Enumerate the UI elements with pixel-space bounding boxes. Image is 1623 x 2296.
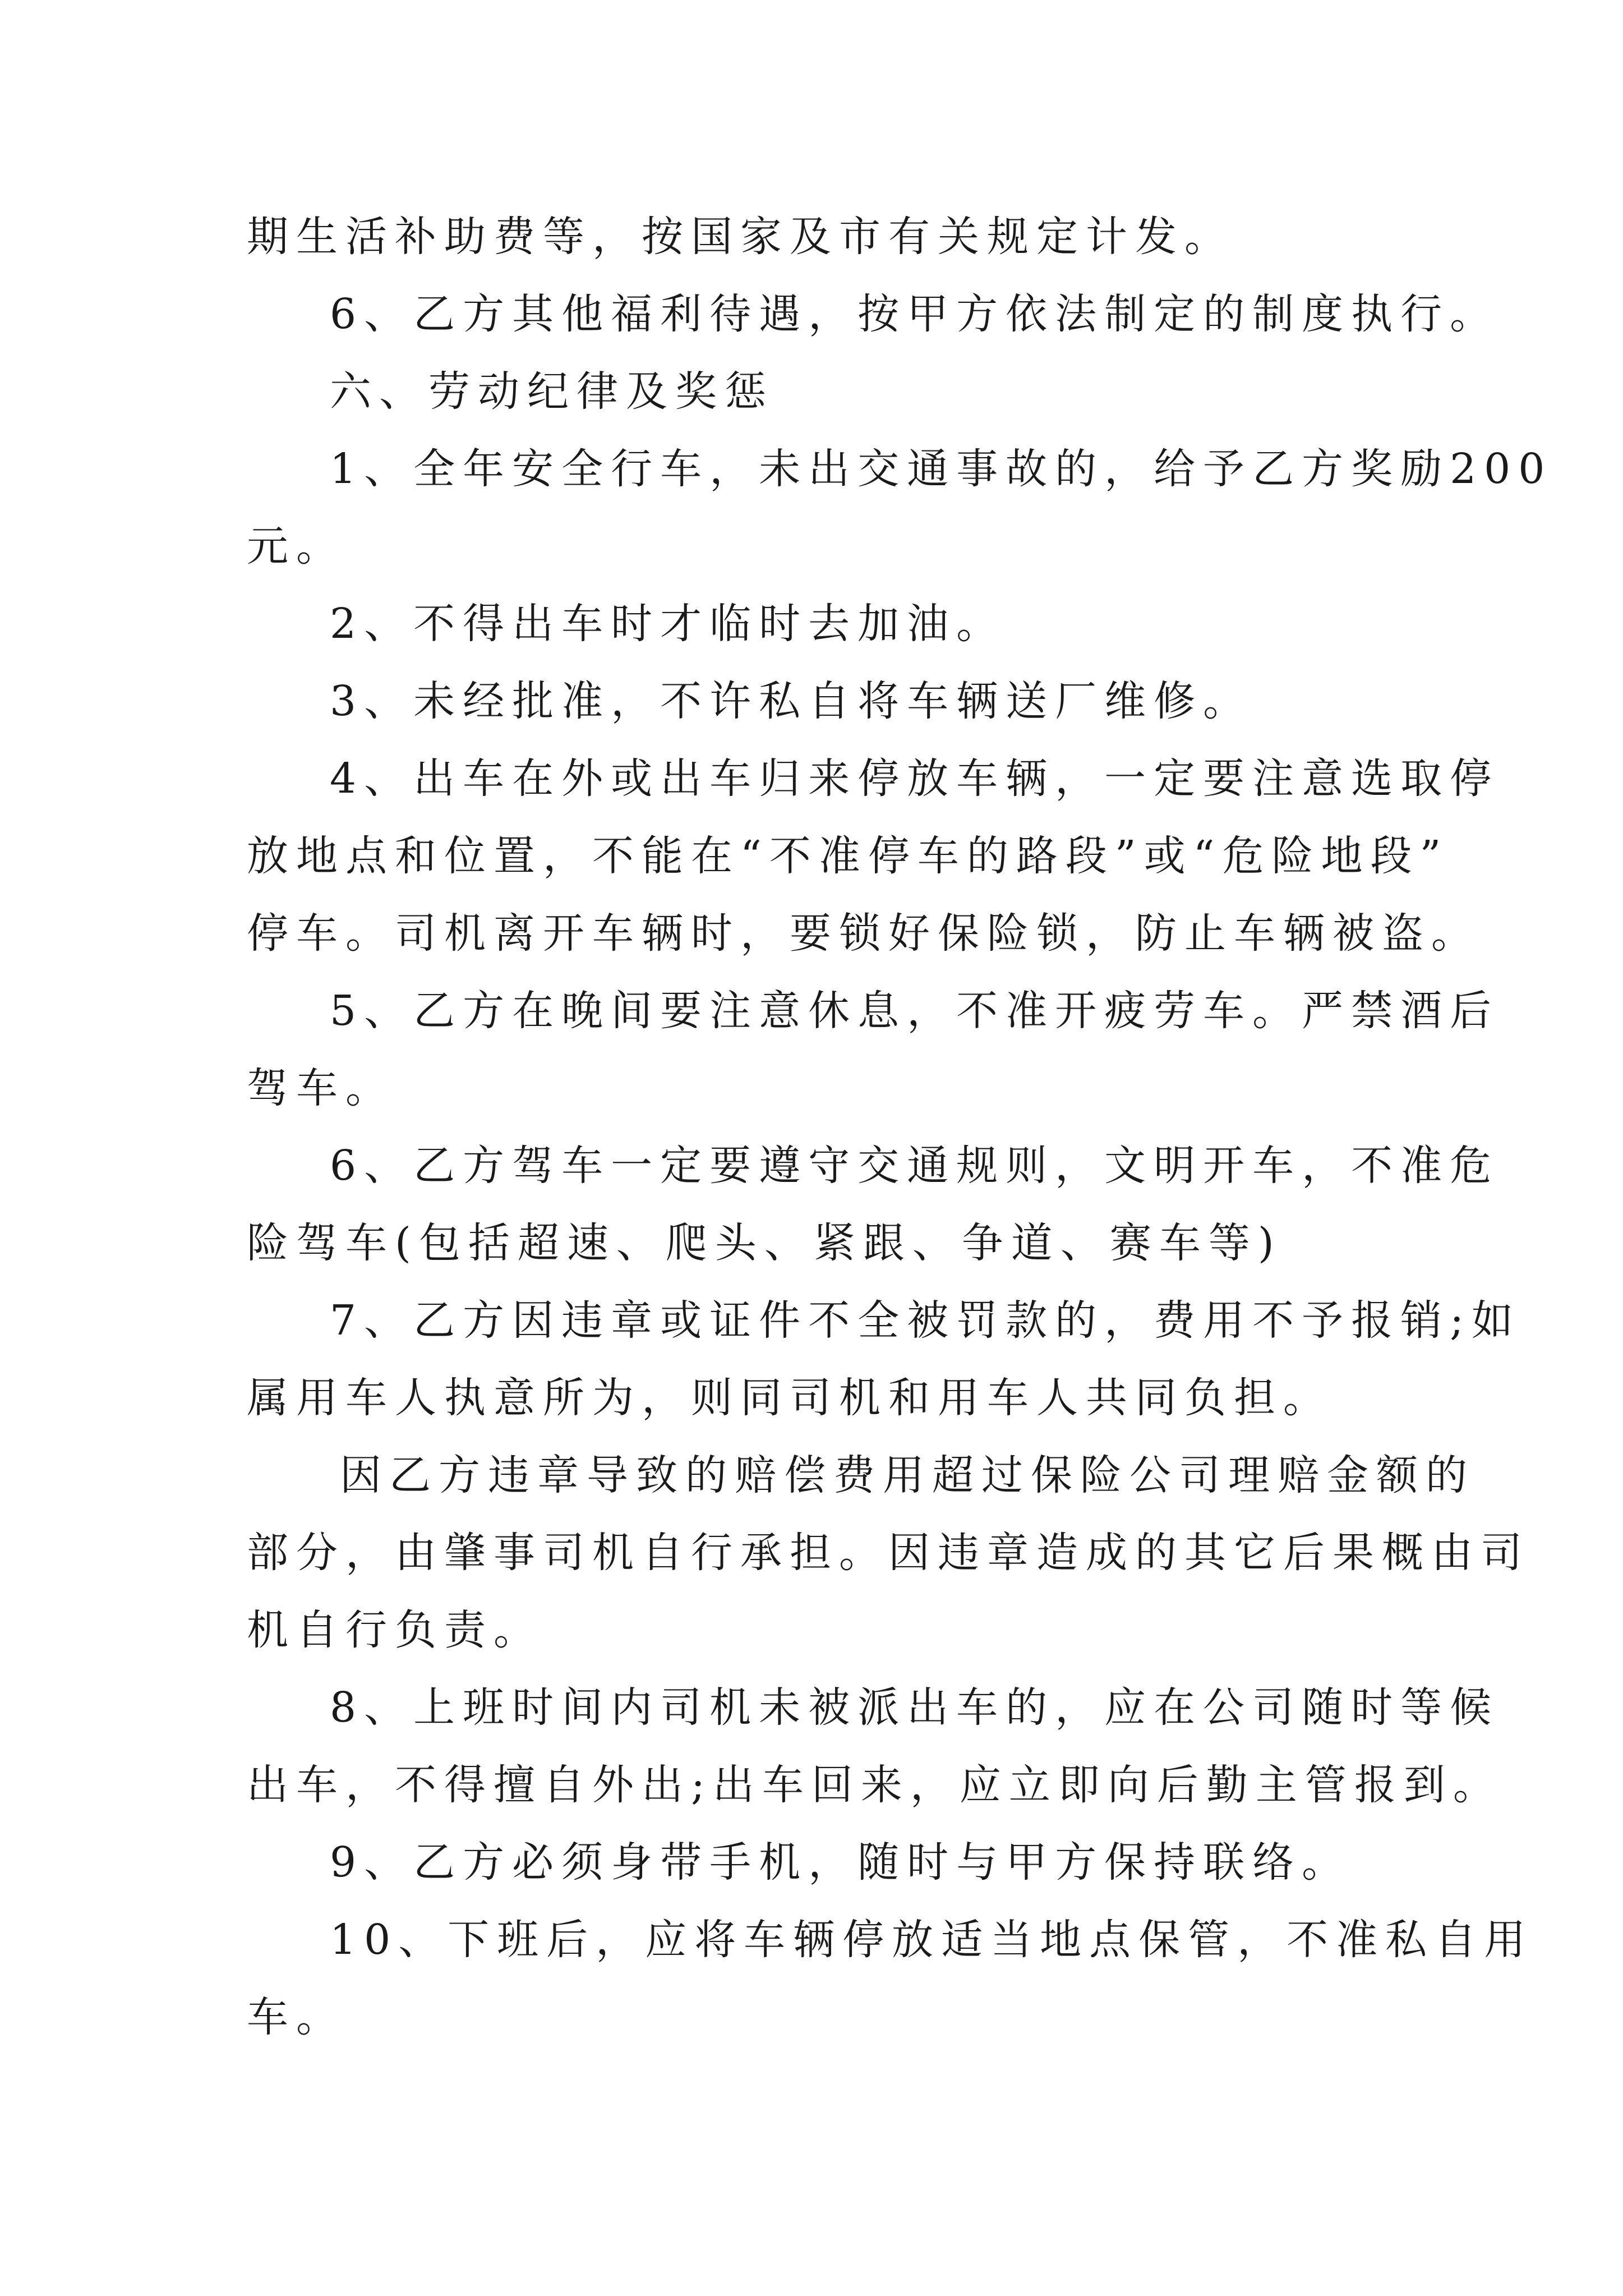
paragraph-line: 驾车。 [247, 1064, 395, 1112]
paragraph-line: 部分，由肇事司机自行承担。因违章造成的其它后果概由司 [247, 1529, 1530, 1577]
paragraph-line: 6、乙方驾车一定要遵守交通规则，文明开车，不准危 [330, 1142, 1500, 1190]
paragraph-line: 停车。司机离开车辆时，要锁好保险锁，防止车辆被盗。 [247, 909, 1481, 958]
paragraph-line: 车。 [247, 1993, 345, 2041]
section-heading: 六、劳动纪律及奖惩 [330, 367, 774, 416]
paragraph-line: 属用车人执意所为，则同司机和用车人共同负担。 [247, 1374, 1332, 1422]
paragraph-line: 8、上班时间内司机未被派出车的，应在公司随时等候 [330, 1683, 1500, 1732]
paragraph-line: 因乙方违章导致的赔偿费用超过保险公司理赔金额的 [340, 1451, 1475, 1499]
paragraph-line: 6、乙方其他福利待遇，按甲方依法制定的制度执行。 [330, 290, 1500, 338]
paragraph-line: 10、下班后，应将车辆停放适当地点保管，不准私自用 [330, 1916, 1534, 1964]
paragraph-line: 1、全年安全行车，未出交通事故的，给予乙方奖励200 [330, 445, 1553, 493]
paragraph-line: 出车，不得擅自外出;出车回来，应立即向后勤主管报到。 [247, 1761, 1502, 1809]
paragraph-line: 放地点和位置，不能在“不准停车的路段”或“危险地段” [247, 832, 1449, 880]
paragraph-line: 2、不得出车时才临时去加油。 [330, 600, 1006, 648]
paragraph-line: 险驾车(包括超速、爬头、紧跟、争道、赛车等) [247, 1219, 1282, 1267]
paragraph-line: 3、未经批准，不许私自将车辆送厂维修。 [330, 677, 1253, 725]
paragraph-line: 9、乙方必须身带手机，随时与甲方保持联络。 [330, 1838, 1352, 1887]
paragraph-line: 7、乙方因违章或证件不全被罚款的，费用不予报销;如 [330, 1296, 1521, 1345]
paragraph-line: 5、乙方在晚间要注意休息，不准开疲劳车。严禁酒后 [330, 987, 1500, 1035]
paragraph-line: 期生活补助费等，按国家及市有关规定计发。 [247, 213, 1234, 261]
paragraph-line: 元。 [247, 522, 345, 570]
paragraph-line: 4、出车在外或出车归来停放车辆，一定要注意选取停 [330, 754, 1500, 803]
paragraph-line: 机自行负责。 [247, 1606, 543, 1654]
